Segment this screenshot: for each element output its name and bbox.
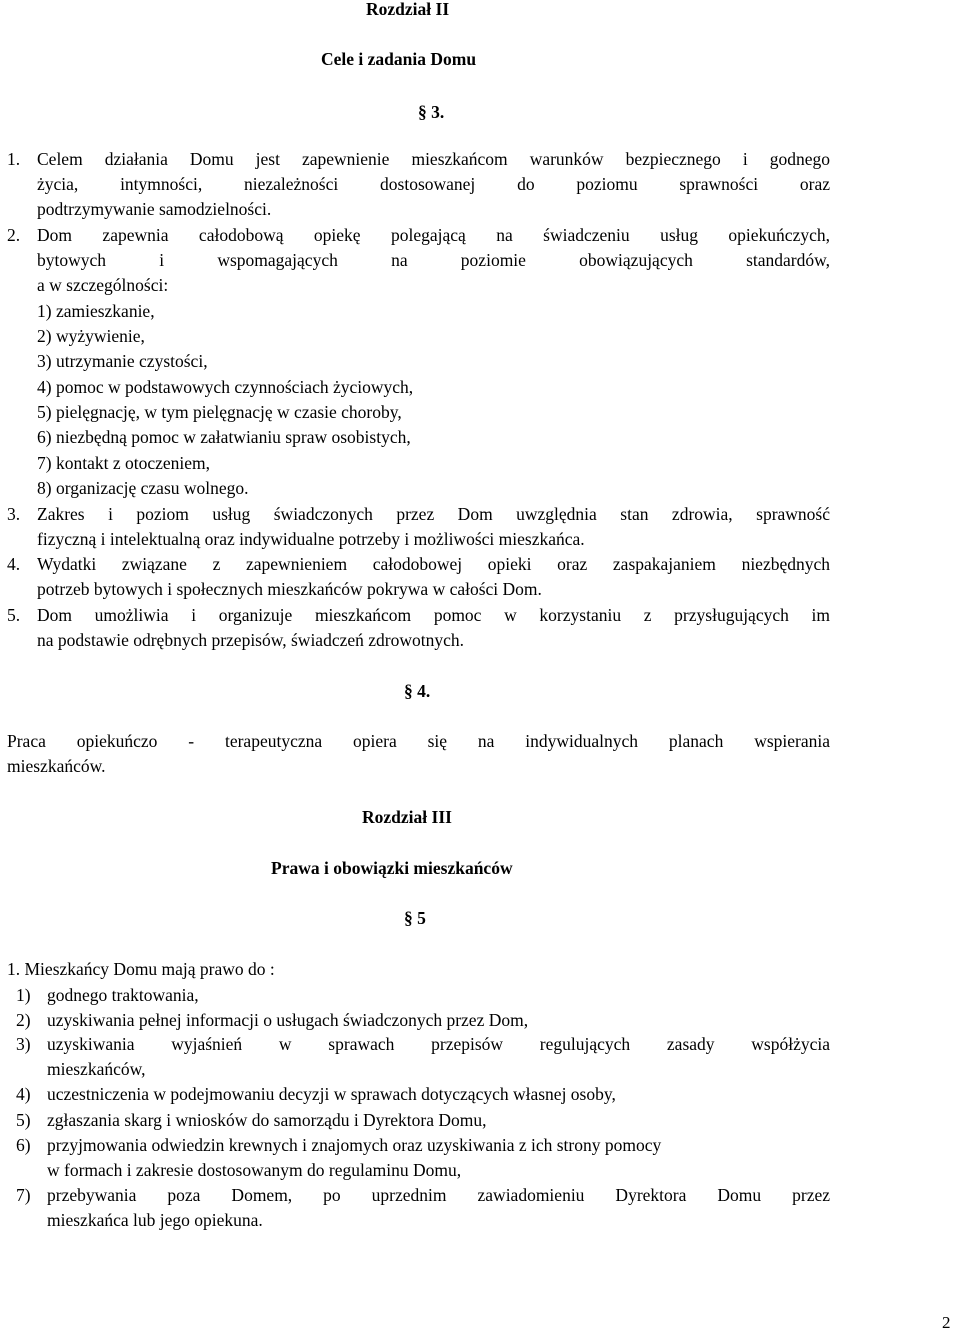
list-item: 5) pielęgnację, w tym pielęgnację w czasie choroby,	[37, 402, 402, 422]
list-item: przyjmowania odwiedzin krewnych i znajomych oraz uzyskiwania z ich strony pomocy	[47, 1135, 662, 1155]
list-item: 1) zamieszkanie,	[37, 301, 155, 321]
item-number: 1.	[7, 149, 21, 169]
item-number: 3.	[7, 504, 21, 524]
item-number: 6)	[16, 1135, 31, 1155]
paragraph-line: Praca opiekuńczo - terapeutyczna opiera się na indywidualnych planach wspierania	[7, 731, 830, 751]
item-number: 2.	[7, 225, 21, 245]
item-number: 7)	[16, 1185, 31, 1205]
item-number: 2)	[16, 1010, 31, 1030]
paragraph-line: na podstawie odrębnych przepisów, świadczeń zdrowotnych.	[37, 630, 464, 650]
list-item: uzyskiwania wyjaśnień w sprawach przepisów regulujących zasady współżycia	[47, 1034, 830, 1054]
paragraph-line: Celem działania Domu jest zapewnienie mieszkańcom warunków bezpiecznego i godnego	[37, 149, 830, 169]
paragraph-line: Dom umożliwia i organizuje mieszkańcom pomoc w korzystaniu z przysługujących im	[37, 605, 830, 625]
section-heading: § 3.	[418, 102, 445, 122]
paragraph-line: fizyczną i intelektualną oraz indywidualne potrzeby i możliwości mieszkańca.	[37, 529, 585, 549]
chapter-title: Rozdział III	[362, 807, 452, 827]
paragraph-line: Zakres i poziom usług świadczonych przez Dom uwzględnia stan zdrowia, sprawność	[37, 504, 830, 524]
paragraph-line: podtrzymywanie samodzielności.	[37, 199, 272, 219]
item-number: 5)	[16, 1110, 31, 1130]
paragraph-line: Wydatki związane z zapewnieniem całodobowej opieki oraz zaspakajaniem niezbędnych	[37, 554, 830, 574]
list-item: 2) wyżywienie,	[37, 326, 145, 346]
list-item: 8) organizację czasu wolnego.	[37, 478, 249, 498]
page-number: 2	[942, 1313, 951, 1332]
list-item: uczestniczenia w podejmowaniu decyzji w sprawach dotyczących własnej osoby,	[47, 1084, 616, 1104]
item-number: 5.	[7, 605, 21, 625]
list-item: mieszkańców,	[47, 1059, 146, 1079]
item-number: 4.	[7, 554, 21, 574]
paragraph-line: życia, intymności, niezależności dostosowanej do poziomu sprawności oraz	[37, 174, 830, 194]
list-item: 7) kontakt z otoczeniem,	[37, 453, 210, 473]
item-number: 1)	[16, 985, 31, 1005]
item-number: 4)	[16, 1084, 31, 1104]
list-item: 3) utrzymanie czystości,	[37, 351, 208, 371]
paragraph-line: 1. Mieszkańcy Domu mają prawo do :	[7, 959, 275, 979]
item-number: 3)	[16, 1034, 31, 1054]
paragraph-line: a w szczególności:	[37, 275, 169, 295]
list-item: uzyskiwania pełnej informacji o usługach świadczonych przez Dom,	[47, 1010, 529, 1030]
chapter-title: Rozdział II	[366, 0, 450, 19]
list-item: 6) niezbędną pomoc w załatwianiu spraw osobistych,	[37, 427, 411, 447]
chapter-subtitle: Prawa i obowiązki mieszkańców	[271, 858, 513, 878]
paragraph-line: Dom zapewnia całodobową opiekę polegającą na świadczeniu usług opiekuńczych,	[37, 225, 830, 245]
section-heading: § 4.	[404, 681, 431, 701]
list-item: w formach i zakresie dostosowanym do regulaminu Domu,	[47, 1160, 462, 1180]
list-item: mieszkańca lub jego opiekuna.	[47, 1210, 263, 1230]
list-item: godnego traktowania,	[47, 985, 199, 1005]
chapter-subtitle: Cele i zadania Domu	[321, 49, 477, 69]
list-item: 4) pomoc w podstawowych czynnościach życiowych,	[37, 377, 414, 397]
paragraph-line: bytowych i wspomagających na poziomie obowiązujących standardów,	[37, 250, 830, 270]
list-item: przebywania poza Domem, po uprzednim zawiadomieniu Dyrektora Domu przez	[47, 1185, 830, 1205]
section-heading: § 5	[404, 908, 426, 928]
list-item: zgłaszania skarg i wniosków do samorządu i Dyrektora Domu,	[47, 1110, 487, 1130]
paragraph-line: mieszkańców.	[7, 756, 106, 776]
paragraph-line: potrzeb bytowych i społecznych mieszkańców pokrywa w całości Dom.	[37, 579, 542, 599]
